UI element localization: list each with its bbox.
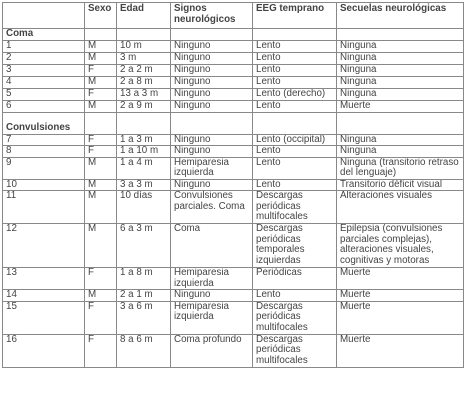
- table-row: [3, 157, 464, 179]
- signos-cell: Coma profundo: [171, 334, 253, 367]
- case-number: 10: [3, 179, 85, 191]
- case-number: 8: [3, 146, 85, 158]
- section-title: Convulsiones: [3, 112, 85, 134]
- sexo-cell: M: [85, 76, 117, 88]
- table-row: [3, 76, 464, 88]
- case-number: 15: [3, 301, 85, 334]
- signos-cell: Hemiparesia izquierda: [171, 301, 253, 334]
- table-row: [3, 179, 464, 191]
- secuelas-cell: Ninguna: [337, 88, 464, 100]
- secuelas-cell: Ninguna (transitorio retraso del lenguaje): [337, 157, 464, 179]
- edad-cell: 10 días: [117, 191, 171, 224]
- sexo-cell: M: [85, 179, 117, 191]
- case-number: 1: [3, 40, 85, 52]
- section-empty-cell: [171, 112, 253, 134]
- section-empty-cell: [85, 29, 117, 41]
- case-number: 5: [3, 88, 85, 100]
- edad-cell: 3 m: [117, 52, 171, 64]
- sexo-cell: M: [85, 100, 117, 112]
- case-number: 16: [3, 334, 85, 367]
- secuelas-cell: Ninguna: [337, 76, 464, 88]
- eeg-cell: Lento: [253, 100, 337, 112]
- sexo-cell: F: [85, 64, 117, 76]
- table-row: [3, 301, 464, 334]
- section-title: Coma: [3, 29, 85, 41]
- signos-cell: Ninguno: [171, 179, 253, 191]
- sexo-cell: M: [85, 290, 117, 302]
- secuelas-cell: Muerte: [337, 268, 464, 290]
- edad-cell: 1 a 10 m: [117, 146, 171, 158]
- secuelas-cell: Alteraciones visuales: [337, 191, 464, 224]
- secuelas-cell: Transitorio déficit visual: [337, 179, 464, 191]
- case-number: 2: [3, 52, 85, 64]
- header-eeg: EEG temprano: [253, 3, 337, 29]
- eeg-cell: Descargas periódicas multifocales: [253, 301, 337, 334]
- eeg-cell: Lento: [253, 157, 337, 179]
- eeg-cell: Lento: [253, 64, 337, 76]
- signos-cell: Hemiparesia izquierda: [171, 157, 253, 179]
- table-row: [3, 191, 464, 224]
- sexo-cell: M: [85, 52, 117, 64]
- eeg-cell: Lento: [253, 146, 337, 158]
- table-row: [3, 64, 464, 76]
- edad-cell: 10 m: [117, 40, 171, 52]
- eeg-cell: Lento: [253, 40, 337, 52]
- case-number: 14: [3, 290, 85, 302]
- table-body: [3, 29, 464, 368]
- signos-cell: Ninguno: [171, 290, 253, 302]
- edad-cell: 2 a 8 m: [117, 76, 171, 88]
- section-title-row: [3, 29, 464, 41]
- signos-cell: Ninguno: [171, 146, 253, 158]
- section-empty-cell: [171, 29, 253, 41]
- sexo-cell: M: [85, 224, 117, 268]
- secuelas-cell: Epilepsia (convulsiones parciales complejas), alteraciones visuales, cognitivas y motoras: [337, 224, 464, 268]
- edad-cell: 8 a 6 m: [117, 334, 171, 367]
- section-empty-cell: [117, 112, 171, 134]
- header-secuelas: Secuelas neurológicas: [337, 3, 464, 29]
- header-case: [3, 3, 85, 29]
- header-signos: Signos neurológicos: [171, 3, 253, 29]
- case-number: 4: [3, 76, 85, 88]
- case-number: 6: [3, 100, 85, 112]
- signos-cell: Hemiparesia izquierda: [171, 268, 253, 290]
- edad-cell: 3 a 6 m: [117, 301, 171, 334]
- case-number: 11: [3, 191, 85, 224]
- section-empty-cell: [85, 112, 117, 134]
- eeg-cell: Lento: [253, 52, 337, 64]
- table-row: [3, 268, 464, 290]
- header-sexo: Sexo: [85, 3, 117, 29]
- section-empty-cell: [337, 29, 464, 41]
- case-number: 3: [3, 64, 85, 76]
- edad-cell: 2 a 2 m: [117, 64, 171, 76]
- table-row: [3, 224, 464, 268]
- secuelas-cell: Ninguna: [337, 134, 464, 146]
- secuelas-cell: Muerte: [337, 100, 464, 112]
- case-number: 13: [3, 268, 85, 290]
- eeg-cell: Lento (occipital): [253, 134, 337, 146]
- case-number: 12: [3, 224, 85, 268]
- secuelas-cell: Ninguna: [337, 52, 464, 64]
- sexo-cell: F: [85, 88, 117, 100]
- sexo-cell: M: [85, 40, 117, 52]
- header-row: [3, 3, 464, 29]
- signos-cell: Ninguno: [171, 40, 253, 52]
- table-row: [3, 40, 464, 52]
- edad-cell: 1 a 4 m: [117, 157, 171, 179]
- signos-cell: Ninguno: [171, 88, 253, 100]
- section-empty-cell: [337, 112, 464, 134]
- sexo-cell: M: [85, 157, 117, 179]
- edad-cell: 2 a 9 m: [117, 100, 171, 112]
- sexo-cell: F: [85, 301, 117, 334]
- secuelas-cell: Muerte: [337, 301, 464, 334]
- secuelas-cell: Ninguna: [337, 64, 464, 76]
- edad-cell: 6 a 3 m: [117, 224, 171, 268]
- secuelas-cell: Ninguna: [337, 40, 464, 52]
- table-row: [3, 100, 464, 112]
- secuelas-cell: Muerte: [337, 334, 464, 367]
- section-title-row: [3, 112, 464, 134]
- signos-cell: Ninguno: [171, 64, 253, 76]
- secuelas-cell: Ninguna: [337, 146, 464, 158]
- section-empty-cell: [253, 29, 337, 41]
- table-row: [3, 290, 464, 302]
- table-row: [3, 146, 464, 158]
- edad-cell: 3 a 3 m: [117, 179, 171, 191]
- signos-cell: Ninguno: [171, 100, 253, 112]
- case-number: 7: [3, 134, 85, 146]
- eeg-cell: Descargas periódicas multifocales: [253, 191, 337, 224]
- eeg-cell: Lento (derecho): [253, 88, 337, 100]
- sexo-cell: F: [85, 268, 117, 290]
- sexo-cell: F: [85, 146, 117, 158]
- edad-cell: 1 a 8 m: [117, 268, 171, 290]
- eeg-cell: Periódicas: [253, 268, 337, 290]
- sexo-cell: M: [85, 191, 117, 224]
- eeg-cell: Descargas periódicas temporales izquierdas: [253, 224, 337, 268]
- edad-cell: 2 a 1 m: [117, 290, 171, 302]
- table-row: [3, 88, 464, 100]
- eeg-cell: Lento: [253, 76, 337, 88]
- eeg-cell: Descargas periódicas multifocales: [253, 334, 337, 367]
- table-row: [3, 334, 464, 367]
- signos-cell: Ninguno: [171, 76, 253, 88]
- edad-cell: 1 a 3 m: [117, 134, 171, 146]
- sexo-cell: F: [85, 334, 117, 367]
- signos-cell: Ninguno: [171, 134, 253, 146]
- eeg-cell: Lento: [253, 179, 337, 191]
- signos-cell: Ninguno: [171, 52, 253, 64]
- signos-cell: Coma: [171, 224, 253, 268]
- case-number: 9: [3, 157, 85, 179]
- section-empty-cell: [253, 112, 337, 134]
- section-empty-cell: [117, 29, 171, 41]
- table-row: [3, 52, 464, 64]
- edad-cell: 13 a 3 m: [117, 88, 171, 100]
- signos-cell: Convulsiones parciales. Coma: [171, 191, 253, 224]
- table-row: [3, 134, 464, 146]
- secuelas-cell: Muerte: [337, 290, 464, 302]
- sexo-cell: F: [85, 134, 117, 146]
- eeg-cell: Lento: [253, 290, 337, 302]
- header-edad: Edad: [117, 3, 171, 29]
- clinical-table: [2, 2, 464, 368]
